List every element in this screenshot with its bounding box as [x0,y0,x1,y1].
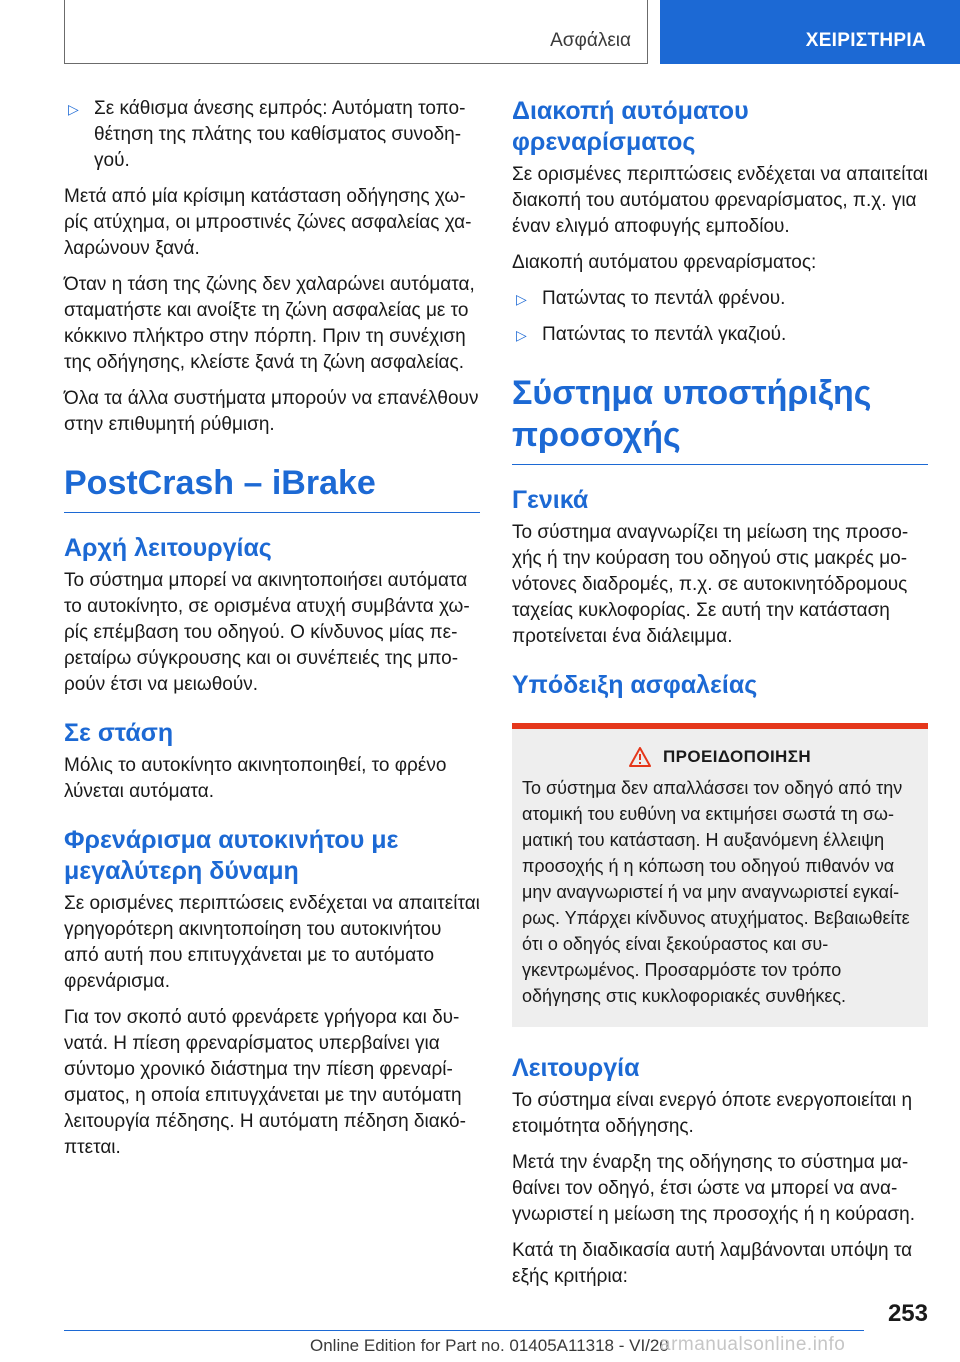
subheading-general: Γενικά [512,486,589,514]
warning-triangle-icon [629,747,651,767]
subheading-braking: Φρενάρισμα αυτοκινήτου με μεγαλύτερη δύναμη [64,826,399,885]
subheading-stop: Σε στάση [64,719,174,747]
warning-title: ΠΡΟΕΙΔΟΠΟΙΗΣΗ [662,747,812,766]
subheading-safety: Υπόδειξη ασφαλείας [512,671,758,699]
section-heading-postcrash: PostCrash – iBrake [64,462,480,513]
paragraph: Σε ορισμένες περιπτώσεις ενδέχεται να απαιτείται διακοπή του αυτόματου φρεναρίσματος, π.χ. για έναν ελιγμό αποφυγής εμποδίου. [512,164,928,237]
list-item-text: Σε κάθισμα άνεσης εμπρός: Αυτόματη τοποθέτηση της πλάτης του καθίσματος συνοδηγού. [94,98,466,171]
header-chapter-tab [660,0,960,64]
warning-header [522,747,918,767]
header-chapter-label: ΧΕΙΡΙΣΤΗΡΙΑ [805,30,926,51]
paragraph: Διακοπή αυτόματου φρεναρίσματος: [512,252,817,273]
paragraph: Το σύστημα αναγνωρίζει τη μείωση της προσοχής ή την κούραση του οδηγού στις μακρές μονότονες διαδρομές, π.χ. σε αυτοκινητόδρομους ταχείας κυκλοφορίας. Σε αυτή την κατάσταση προτείνεται ένα διάλειμμα. [512,522,909,647]
paragraph: Το σύστημα μπορεί να ακινητοποιήσει αυτόματα το αυτοκίνητο, σε ορισμένα ατυχή συμβάντα χωρίς επέμβαση του οδηγού. Ο κίνδυνος μίας περεταίρω σύγκρουσης και οι συνέπειές της μπορούν έτσι να μειωθούν. [64,570,470,695]
list-item [512,322,928,348]
triangle-bullet-icon: ▷ [68,101,79,117]
paragraph: Όλα τα άλλα συστήματα μπορούν να επανέλθουν στην επιθυμητή ρύθμιση. [64,388,479,435]
paragraph: Το σύστημα είναι ενεργό όποτε ενεργοποιείται η ετοιμότητα οδήγησης. [512,1090,913,1137]
section-heading-attention: Σύστημα υποστήριξης προσοχής [512,372,928,465]
subheading-principle: Αρχή λειτουργίας [64,534,272,562]
list-item-text: Πατώντας το πεντάλ γκαζιού. [542,324,787,345]
warning-text: Το σύστημα δεν απαλλάσσει τον οδηγό από την ατομική του ευθύνη να εκτιμήσει σωστά τη σωματική του κατάσταση. Η αυξανόμενη έλλειψη προσοχής ή η κόπωση του οδηγού πιθανόν να μην αναγνωριστεί ή να μην αναγνωριστεί εγκαίρως. Υπάρχει κίνδυνος ατυχήματος. Βεβαιωθείτε ότι ο οδηγός είναι ξεκούραστος και συγκεντρωμένος. Προσαρμόστε τον τρόπο οδήγησης στις κυκλοφοριακές συνθήκες. [522,778,910,1006]
paragraph: Για τον σκοπό αυτό φρενάρετε γρήγορα και δυνατά. Η πίεση φρεναρίσματος υπερβαίνει για σύντομο χρονικό διάστημα την πίεση φρεναρίσματος, η οποία επιτυγχάνεται με την αυτόματη λειτουργία πέδησης. Η αυτόματη πέδηση διακόπτεται. [64,1007,466,1158]
list-item [512,286,928,312]
paragraph: Μόλις το αυτοκίνητο ακινητοποιηθεί, το φρένο λύνεται αυτόματα. [64,755,447,802]
list-item [64,96,480,174]
subheading-interrupt: Διακοπή αυτόματου φρεναρίσματος [512,97,749,156]
paragraph: Μετά την έναρξη της οδήγησης το σύστημα μαθαίνει τον οδηγό, έτσι ώστε να μπορεί να αναγνωριστεί η μείωση της προσοχής ή η κούραση. [512,1152,915,1225]
paragraph: Μετά από μία κρίσιμη κατάσταση οδήγησης χωρίς ατύχημα, οι μπροστινές ζώνες ασφαλείας χαλαρώνουν ξανά. [64,186,472,259]
page-number: 253 [887,1300,928,1327]
paragraph: Σε ορισμένες περιπτώσεις ενδέχεται να απαιτείται γρηγορότερη ακινητοποίηση του αυτοκινήτου από αυτή που επιτυγχάνεται με το αυτόματο φρενάρισμα. [64,893,480,992]
warning-box [512,723,928,1027]
paragraph: Κατά τη διαδικασία αυτή λαμβάνονται υπόψη τα εξής κριτήρια: [512,1240,913,1287]
list-item-text: Πατώντας το πεντάλ φρένου. [542,288,786,309]
header-section-box [64,0,648,64]
header-section-title: Ασφάλεια [550,30,631,51]
right-column [512,96,928,1300]
paragraph: Όταν η τάση της ζώνης δεν χαλαρώνει αυτόματα, σταματήστε και ανοίξτε τη ζώνη ασφαλείας με το κόκκινο πλήκτρο στην πόρπη. Πριν τη συνέχιση της οδήγησης, κλείστε ξανά τη ζώνη ασφαλείας. [64,274,475,373]
triangle-bullet-icon: ▷ [516,291,527,307]
footer-divider [64,1330,864,1331]
watermark-logo: armanualsonline.info [660,1334,846,1355]
left-column [64,96,480,1171]
triangle-bullet-icon: ▷ [516,327,527,343]
subheading-function: Λειτουργία [512,1054,640,1082]
footer-edition: Online Edition for Part no. 01405A11318 - VI/20 [310,1336,669,1355]
